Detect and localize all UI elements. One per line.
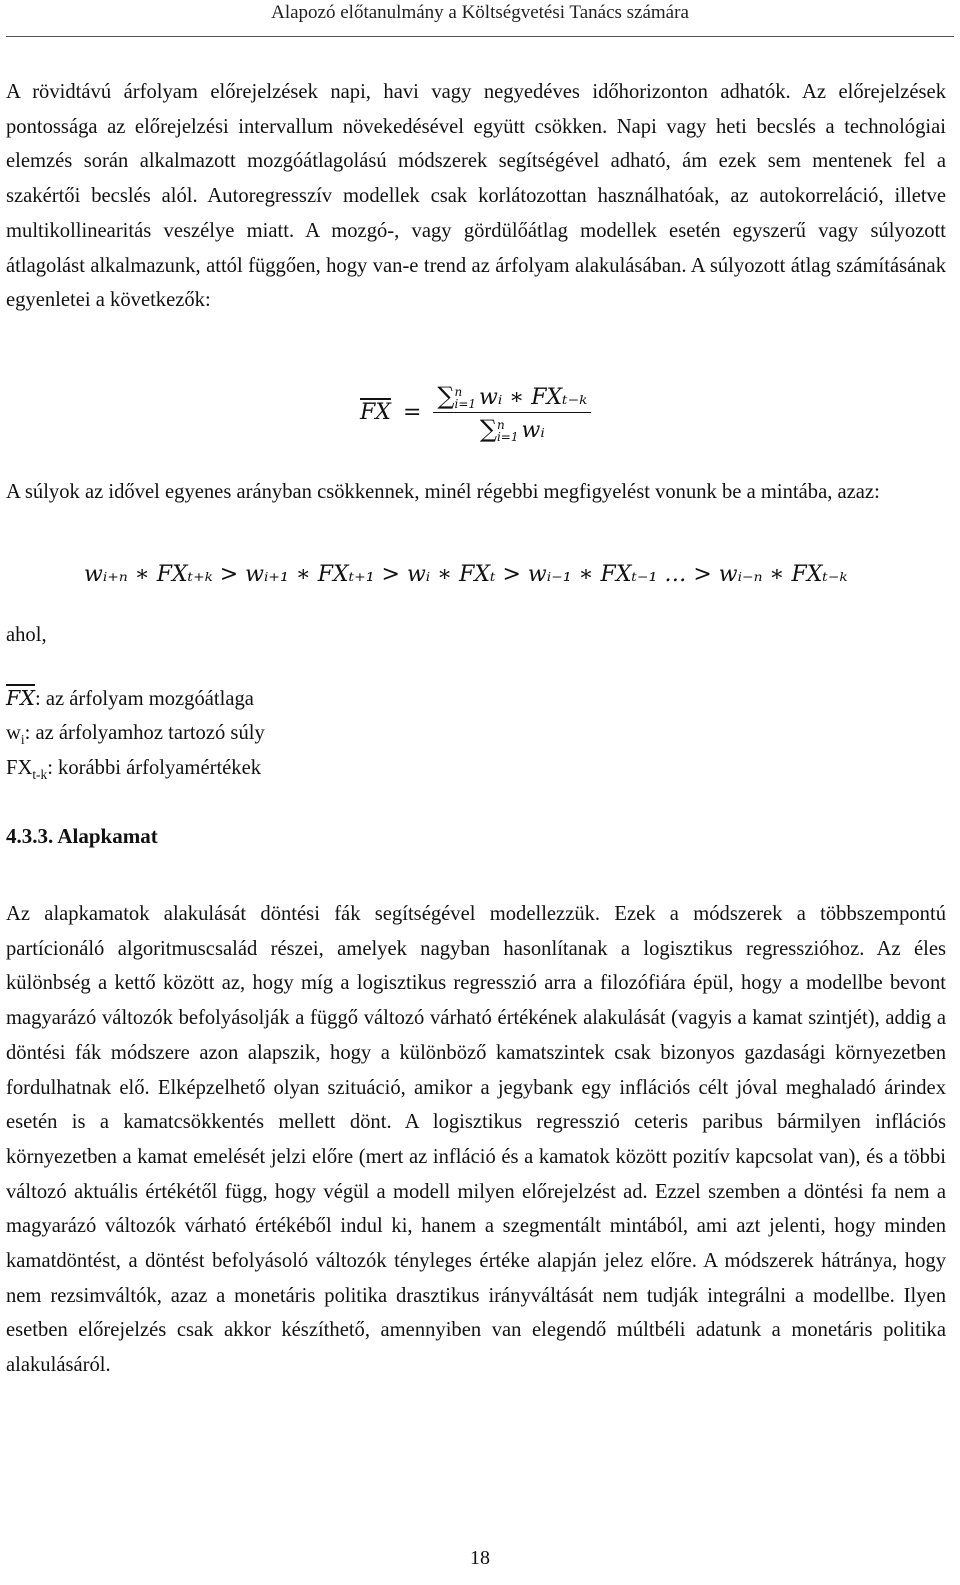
intro-paragraph: A rövidtávú árfolyam előrejelzések napi, havi vagy negyedéves időhorizonton adhatók. Az előrejelzések pontossága az előrejelzési intervallum növekedésével együtt csökken. Napi vagy heti becslés a technológiai elemzés során alkalmazott mozgóátlagolású módszerek segítségével adható, ám ezek sem mentenek fel a szakértői becslés alól. Autoregresszív modellek csak korlátozottan használhatóak, az autokorreláció, illetve multikollinearitás veszélye miatt. A mozgó-, vagy gördülőátlag modellek esetén egyszerű vagy súlyozott átlagolást alkalmazunk, attól függően, hogy van-e trend az árfolyam alakulásában. A súlyozott átlag számításának egyenletei a következők: — [6, 81, 946, 312]
definition-subscript: t-k — [32, 767, 48, 783]
definition-fx-bar — [6, 683, 254, 714]
definition-symbol: $\overline{FX}$ — [6, 686, 35, 710]
denominator-expr: wᵢ — [521, 418, 545, 443]
sum-limits — [455, 386, 477, 410]
header-divider — [6, 36, 954, 37]
sum-symbol-den: ∑ — [479, 415, 497, 443]
base-rate-paragraph: Az alapkamatok alakulását döntési fák segítségével modellezzük. Ezek a módszerek a többszempontú partícionáló algoritmuscsalád részei, amelyek nagyban hasonlítanak a logisztikus regresszióhoz. Az éles különbség a kettő között az, hogy míg a logisztikus regresszió arra a filozófiára épül, hogy a modellbe bevont magyarázó változók befolyásolják a függő változó várható értékének alakulását (vagyis a kamat szintjét), addig a döntési fák módszere azon alapszik, hogy a különböző kamatszintek csak bizonyos gazdasági környezetben fordulhatnak elő. Elképzelhető olyan szituáció, amikor a jegybank egy inflációs célt jóval meghaladó árindex esetén is a kamatcsökkentés mellett dönt. A logisztikus regresszió ceteris paribus bármilyen inflációs környezetben a kamat emelését jelzi előre (mert az infláció és a kamatok között pozitív kapcsolat van), és a többi változó aktuális értékétől függ, hogy végül a modell milyen előrejelzést ad. Ezzel szemben a döntési fa nem a magyarázó változók várható értékéből indul ki, hanem a szegmentált mintából, ami azt jelenti, hogy minden kamatdöntést, a döntést befolyásoló változók tényleges értéke alapján jelez előre. A módszerek hátránya, hogy nem rezsimváltók, azaz a monetáris politika drasztikus irányváltását nem tudják integrálni a modellbe. Ilyen esetben előrejelzés csak akkor készíthető, amennyiben van elegendő múltbéli adatunk a monetáris politika alakulásáról. — [6, 903, 946, 1377]
sum-lower: i=1 — [454, 397, 477, 411]
numerator-expr: wᵢ ∗ FXₜ₋ₖ — [479, 385, 588, 410]
section-heading: 4.3.3. Alapkamat — [6, 824, 158, 848]
formula-denominator — [476, 413, 549, 443]
formula-fraction — [433, 382, 591, 443]
definition-subscript: i — [20, 732, 25, 748]
page-number: 18 — [470, 1547, 490, 1569]
definition-text: : az árfolyam mozgóátlaga — [34, 688, 254, 710]
definition-text: : az árfolyamhoz tartozó súly — [24, 722, 265, 744]
formula-equals: = — [402, 400, 422, 425]
definition-text: : korábbi árfolyamértékek — [47, 757, 262, 779]
sum-upper: n — [454, 385, 463, 399]
weights-inequality: wᵢ₊ₙ ∗ FXₜ₊ₖ > wᵢ₊₁ ∗ FXₜ₊₁ > wᵢ ∗ FXₜ > wᵢ₋₁ ∗ FXₜ₋₁ … > wᵢ₋ₙ ∗ FXₜ₋ₖ — [84, 562, 848, 587]
weights-paragraph: A súlyok az idővel egyenes arányban csökkennek, minél régebbi megfigyelést vonunk be a mintába, azaz: — [6, 481, 880, 503]
where-label: ahol, — [6, 624, 47, 646]
definition-fx-lag — [6, 753, 261, 790]
sum-upper-den: n — [496, 418, 505, 432]
weighted-average-formula — [360, 382, 591, 443]
sum-symbol: ∑ — [437, 382, 455, 410]
definition-symbol: FX — [6, 757, 33, 779]
sum-lower-den: i=1 — [496, 430, 519, 444]
formula-numerator — [433, 382, 591, 413]
definition-weight — [6, 718, 265, 755]
running-header: Alapozó előtanulmány a Költségvetési Tanács számára — [271, 2, 689, 23]
definition-symbol: w — [6, 722, 21, 744]
formula-lhs: $\overline{FX}$ — [360, 400, 391, 425]
sum-limits-den — [497, 419, 519, 443]
